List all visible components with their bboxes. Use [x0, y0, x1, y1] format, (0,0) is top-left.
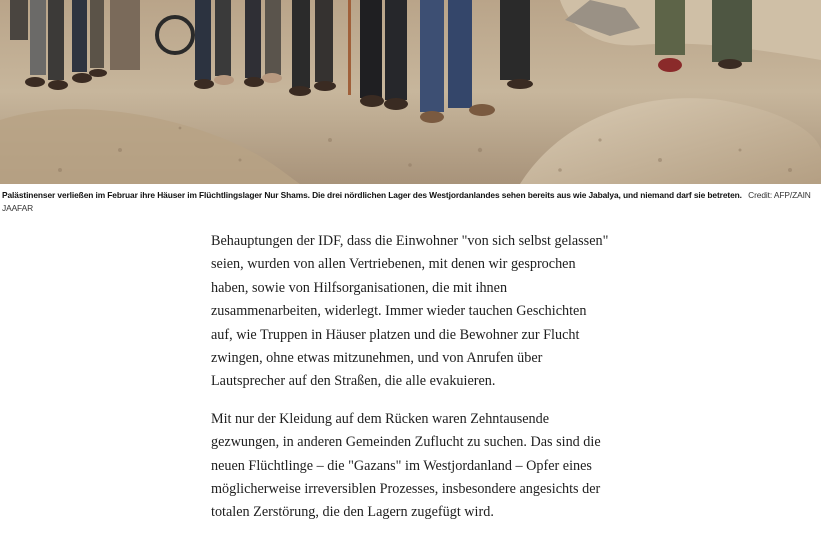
photo-caption — [2, 189, 812, 215]
caption-text: Palästinenser verließen im Februar ihre Häuser im Flüchtlingslager Nur Shams. Die drei nördlichen Lager des Westjordanlandes sehen bereits aus wie Jabalya, und niemand darf sie betreten. — [2, 190, 742, 200]
caption-credit: Credit: AFP/ZAIN JAAFAR — [2, 190, 811, 213]
article-paragraph: Mit nur der Kleidung auf dem Rücken waren Zehntausende gezwungen, in anderen Gemeinden Zuflucht zu suchen. Das sind die neuen Flüchtlinge – die "Gazans" im Westjordanland – Opfer eines möglicherweise irreversiblen Prozesses, insbesondere angesichts der totalen Zerstörung, die den Lagern zugefügt wird. — [211, 410, 601, 521]
article-photo — [0, 0, 821, 184]
article-paragraph: Behauptungen der IDF, dass die Einwohner "von sich selbst gelassen" seien, wurden von allen Vertriebenen, mit denen wir gesprochen haben, sowie von Hilfsorganisationen, die mit ihnen zusammenarbeiten, widerlegt. Immer wieder tauchen Geschichten auf, wie Truppen in Häuser platzen und die Bewohner zur Flucht zwingen, ohne etwas mitzunehmen, und von Anrufen über Lautsprecher auf den Straßen, die alle evakuieren. — [211, 233, 609, 390]
photo-image — [0, 0, 821, 184]
article-body — [211, 230, 611, 536]
